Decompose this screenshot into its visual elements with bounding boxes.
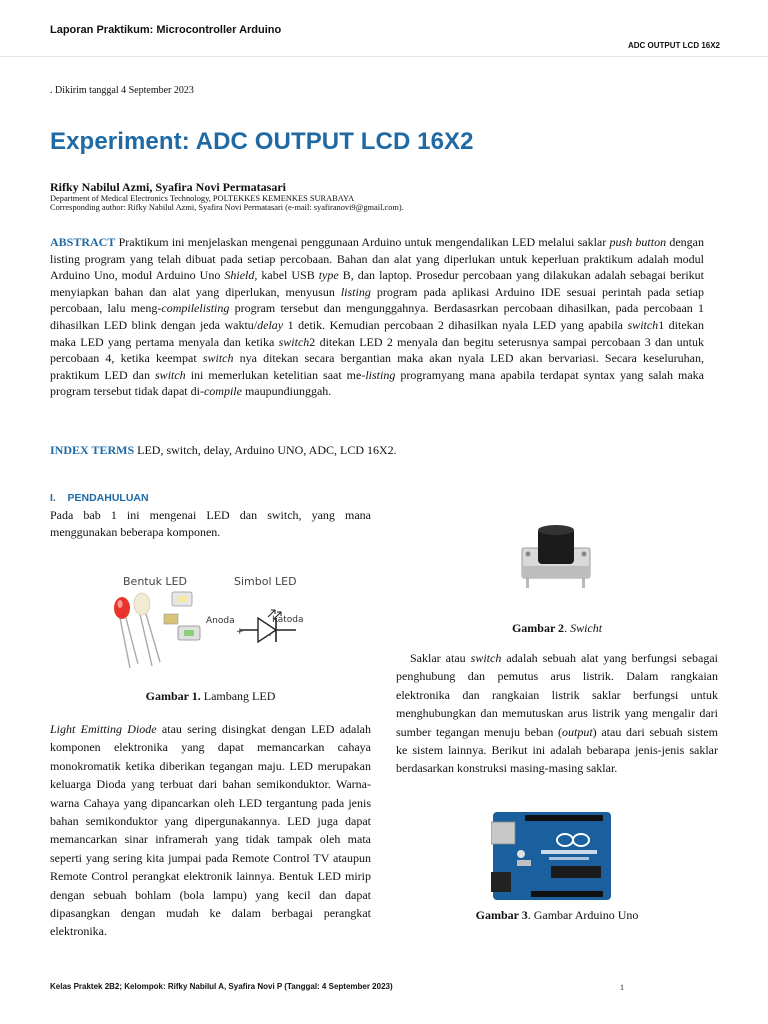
abstract-text: dengan listing program yang telah dibuat pada setiap percobaan. Bahan dan alat yang diperlukan untuk keperluan praktikum adalah modul Arduino Uno, modul Arduino Uno: [50, 235, 705, 283]
abstract-italic: switch: [627, 317, 659, 332]
submission-date: . Dikirim tanggal 4 September 2023: [50, 85, 194, 96]
label-simbol-led: Simbol LED: [234, 575, 297, 588]
caption-label: Gambar 3: [475, 908, 528, 922]
abstract-text: 1 detik. Kemudian percobaan 2 dihasilkan nyala LED yang apabila: [283, 317, 628, 332]
figure1-caption: [50, 689, 371, 704]
abstract: [50, 234, 704, 400]
paragraph-text: atau sering disingkat dengan LED adalah komponen elektronika yang dapat memancarkan cahaya monokromatik ketika diberikan tegangan maju. LED merupakan keluarga Dioda yang terbuat dari bahan semikonduktor. Warna-warna Cahaya yang dipancarkan oleh LED tergantung pada jenis bahan semikonduktor yang dipergunakannya. LED juga dapat memancarkan sinar inframerah yang tidak tampak oleh mata seperti yang sering kita jumpai pada Remote Control TV ataupun Remote Control perangkat elektronik lainnya. Bentuk LED mirip dengan sebuah bohlam (bola lampu) yang kecil dan dapat dipasangkan dengan mudah ke dalam berbagai perangkat elektronika.: [50, 722, 372, 939]
figure-led: [100, 568, 310, 672]
abstract-text: 2 ditekan LED 2 menyala dan begitu seterusnya sampai percobaan 3 dan untuk percobaan 4, ketika keempat: [50, 334, 705, 366]
label-bentuk-led: Bentuk LED: [123, 575, 187, 588]
figure-switch: [516, 520, 596, 594]
abstract-text: programyang mana apabila terdapat syntax yang salah maka program tersebut tidak dapat di-: [50, 367, 704, 399]
abstract-italic: listing: [365, 367, 396, 382]
footer-text: Kelas Praktek 2B2; Kelompok: Rifky Nabilul A, Syafira Novi P (Tanggal: 4 September 2023): [50, 982, 393, 991]
abstract-text: , kabel USB: [254, 268, 319, 283]
push-button-icon: [516, 520, 596, 594]
paragraph-text: Saklar atau: [410, 651, 471, 665]
term-italic: switch: [470, 651, 502, 665]
figure-arduino: [491, 810, 613, 902]
paragraph-text: ) atau dari sebuah sistem ke sistem lainnya. Berikut ini adalah bebarapa jenis-jenis saklar berdasarkan konstruksi masing-masing saklar.: [396, 724, 718, 776]
abstract-italic: delay: [257, 317, 284, 332]
abstract-italic: Shield: [224, 268, 255, 283]
label-minus: -: [268, 630, 272, 641]
caption-text: .: [564, 621, 571, 635]
figure3-caption: [396, 908, 718, 923]
abstract-italic: compile: [203, 384, 242, 399]
term-italic: Light Emitting Diode: [50, 722, 157, 736]
abstract-italic: switch: [202, 351, 234, 366]
corresponding-author: Corresponding author: Rifky Nabilul Azmi, Syafira Novi Permatasari (e-mail: syafiranovi9@gmail.com).: [50, 203, 404, 212]
index-terms-text: LED, switch, delay, Arduino UNO, ADC, LCD 16X2.: [134, 443, 397, 457]
led-illustration: [100, 568, 310, 672]
paper-title: Experiment: ADC OUTPUT LCD 16X2: [50, 128, 474, 155]
figure2-caption: [396, 621, 718, 636]
label-plus: +: [236, 627, 244, 637]
running-header-right: ADC OUTPUT LCD 16X2: [627, 41, 720, 50]
switch-paragraph: [396, 649, 718, 778]
label-anoda: Anoda: [206, 616, 235, 626]
affiliation: [50, 194, 404, 212]
abstract-text: nya ditekan secara bergantian maka akan nyala LED akan bervariasi. Secara keseluruhan, praktikum LED dan: [50, 351, 704, 382]
label-katoda: Katoda: [272, 615, 304, 625]
caption-italic: Swicht: [570, 621, 603, 635]
smd-led-lens: [177, 596, 187, 602]
abstract-italic: switch: [278, 334, 310, 349]
caption-text: Lambang LED: [200, 689, 276, 703]
arduino-board-icon: [491, 810, 613, 902]
abstract-italic: type: [318, 268, 339, 283]
running-header-left: Laporan Praktikum: Microcontroller Arduino: [50, 24, 282, 36]
section-intro: Pada bab 1 ini mengenai LED dan switch, yang mana menggunakan beberapa komponen.: [50, 508, 371, 539]
abstract-text: B, dan laptop. Prosedur percobaan yang dilakukan adalah sebagai berikut menyiapkan bahan dan alat yang diperlukan, menyusun: [50, 268, 704, 299]
section-heading: I. PENDAHULUAN: [50, 492, 149, 504]
abstract-label: ABSTRACT: [50, 235, 116, 249]
abstract-italic: compilelisting: [161, 301, 230, 316]
abstract-text: Praktikum ini menjelaskan mengenai penggunaan Arduino untuk mengendalikan LED melalui saklar: [115, 235, 610, 249]
abstract-text: ini memerlukan ketelitian saat me-: [185, 367, 366, 382]
authors: Rifky Nabilul Azmi, Syafira Novi Permatasari: [50, 180, 286, 194]
paragraph-text: adalah sebuah alat yang berfungsi sebagai penghubung dan pemutus arus listrik. Dalam rangkaian elektronika dan rangkaian listrik saklar berfungsi untuk menghubungkan dan memutuskan arus listrik yang mengalir dari sumber tegangan menuju beban (: [396, 651, 718, 739]
header-divider: [0, 56, 768, 57]
index-terms: [50, 443, 397, 458]
abstract-text: maupundiunggah.: [241, 384, 332, 399]
smd-led-small-icon: [164, 614, 178, 624]
index-terms-label: INDEX TERMS: [50, 443, 135, 457]
abstract-text: program pada aplikasi Arduino IDE sesuai perintah pada setiap percobaan, lalu meng-: [50, 284, 704, 316]
abstract-text: 1 ditekan maka LED yang pertama menyala dan ketika: [50, 317, 705, 349]
led-paragraph: [50, 720, 371, 941]
abstract-italic: listing: [340, 284, 371, 299]
caption-label: Gambar 1.: [145, 689, 201, 703]
caption-label: Gambar 2: [511, 621, 565, 635]
term-italic: output: [561, 724, 593, 739]
caption-text: . Gambar Arduino Uno: [527, 908, 639, 922]
page-number: 1: [620, 983, 624, 992]
abstract-italic: push button: [609, 235, 667, 249]
smd-led-green-lens: [184, 630, 194, 636]
department: Department of Medical Electronics Technology, POLTEKKES KEMENKES SURABAYA: [50, 194, 355, 203]
abstract-text: program tersebut dan mengunggahnya. Berdasasrkan percobaan dihasilkan, pada percobaan 1 dihasilkan LED blink dengan jeda waktu/: [50, 301, 705, 332]
abstract-italic: switch: [155, 367, 186, 382]
clear-led-icon: [134, 593, 160, 666]
